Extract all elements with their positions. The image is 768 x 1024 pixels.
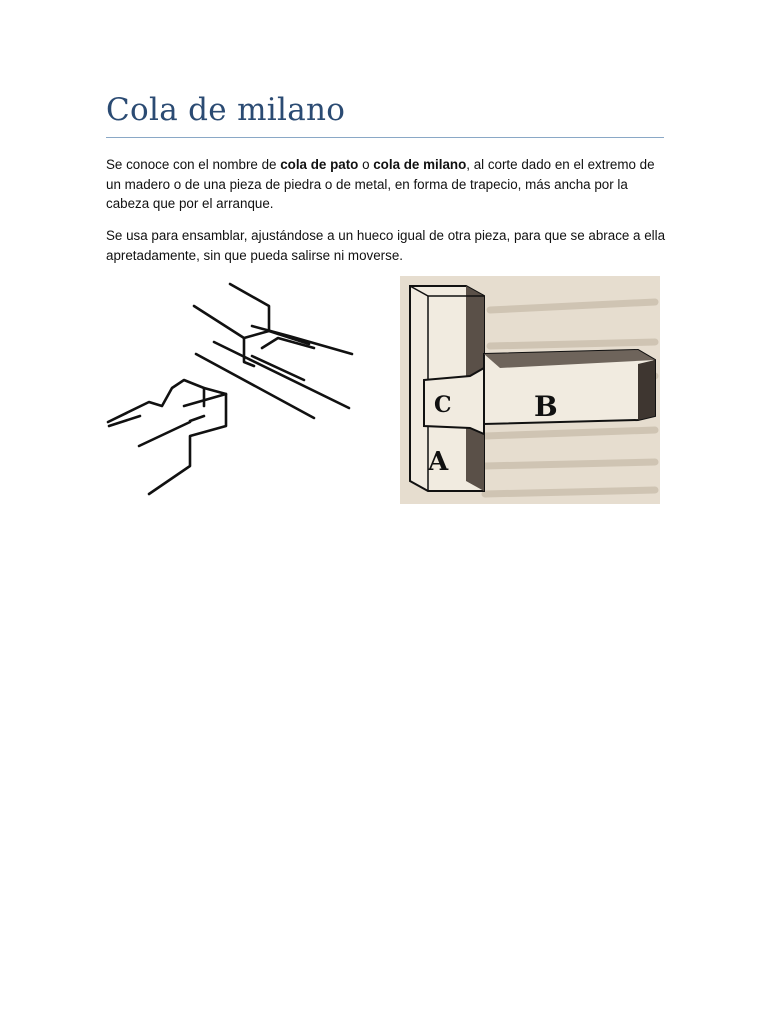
bold-term-cola-de-pato: cola de pato (280, 157, 359, 172)
dovetail-engraving-illustration (400, 276, 660, 504)
paragraph-text: Se conoce con el nombre de (106, 157, 281, 172)
label-b: B (534, 390, 558, 423)
page-title: Cola de milano (106, 92, 346, 128)
title-underline (106, 137, 664, 138)
paragraph-text: o (358, 157, 374, 172)
bold-term-cola-de-milano: cola de milano (373, 157, 467, 172)
paragraph-text: , al corte dado en el extremo de un madero o de una pieza de piedra o de metal, en forma de trapecio, más ancha por la cabeza que por el arranque. (106, 157, 655, 211)
label-a: A (428, 447, 449, 477)
paragraph-usage: Se usa para ensamblar, ajustándose a un hueco igual de otra pieza, para que se abrace a ella apretadamente, sin que pueda salirse ni moverse. (106, 228, 666, 263)
dovetail-line-drawing (104, 276, 360, 500)
label-c: C (434, 392, 452, 418)
paragraph-definition (106, 155, 666, 214)
